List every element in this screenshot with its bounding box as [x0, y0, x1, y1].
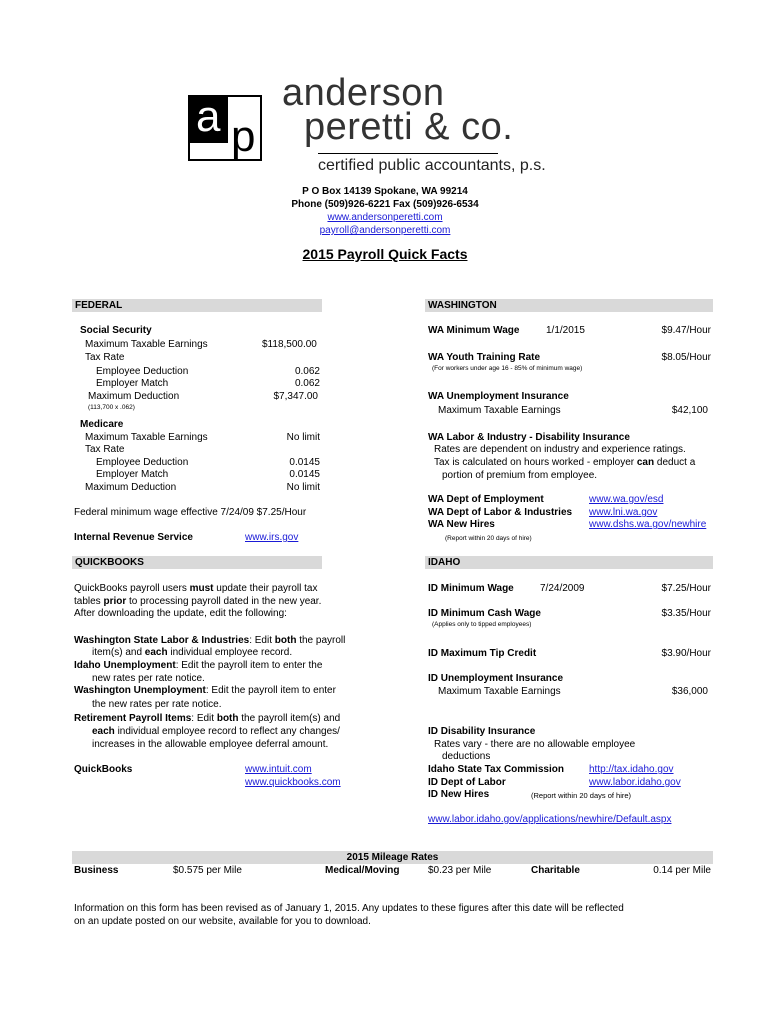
wa-li-line1: Rates are dependent on industry and experience ratings.: [434, 444, 686, 455]
mileage-business-value: $0.575 per Mile: [173, 865, 242, 876]
wa-lni-label: WA Dept of Labor & Industries: [428, 507, 573, 518]
wa-li-can: can: [636, 457, 655, 468]
qb-id-unemp-label: Idaho Unemployment: [74, 660, 176, 671]
washington-bar: [425, 299, 713, 312]
id-new-hires-note: (Report within 20 days of hire): [531, 791, 632, 800]
wa-new-hires-link[interactable]: www.dshs.wa.gov/newhire: [589, 519, 707, 530]
wa-li-disability-label: WA Labor & Industry - Disability Insurance: [428, 432, 630, 443]
id-cash-wage-note: (Applies only to tipped employees): [432, 621, 532, 628]
id-new-hires-label: ID New Hires: [428, 789, 490, 800]
qb-wa-unemp-line2: the new rates per rate notice.: [92, 699, 222, 710]
id-tip-credit-value: $3.90/Hour: [661, 648, 711, 659]
qb-wa-li-f: individual employee record.: [167, 647, 293, 658]
wa-unemp-max-value: $42,100: [671, 405, 708, 416]
ss-employer-match-value: 0.062: [294, 378, 320, 389]
ss-employee-deduction-label: Employee Deduction: [96, 366, 189, 377]
qb-wa-unemp-a: : Edit the payroll item to enter: [205, 685, 336, 696]
med-max-earnings-label: Maximum Taxable Earnings: [85, 432, 208, 443]
qb-ret-a: : Edit: [191, 713, 217, 724]
federal-heading: FEDERAL: [75, 300, 123, 311]
qb-wa-li-d: item(s) and: [92, 647, 145, 658]
mileage-medical-value: $0.23 per Mile: [428, 865, 492, 876]
idaho-bar: [425, 556, 713, 569]
wa-new-hires-note: (Report within 20 days of hire): [445, 535, 532, 542]
qb-wa-li-label: Washington State Labor & Industries: [74, 635, 250, 646]
wa-min-wage-date: 1/1/2015: [546, 325, 585, 336]
qb-p1-d: tables: [74, 596, 104, 607]
ss-max-earnings-label: Maximum Taxable Earnings: [85, 339, 208, 350]
wa-unemployment-label: WA Unemployment Insurance: [428, 391, 569, 402]
qb-id-unemp-line1: [74, 660, 322, 671]
qb-id-unemp-line2: new rates per rate notice.: [92, 673, 205, 684]
ss-employer-match-label: Employer Match: [96, 378, 169, 389]
qb-ret-e: individual employee record to reflect any changes/: [114, 726, 340, 737]
id-unemp-max-value: $36,000: [671, 686, 708, 697]
id-unemployment-label: ID Unemployment Insurance: [428, 673, 564, 684]
logo-name-line2: peretti & co.: [304, 106, 514, 148]
id-new-hires-link[interactable]: www.labor.idaho.gov/applications/newhire/Default.aspx: [428, 814, 672, 825]
id-cash-wage-value: $3.35/Hour: [661, 608, 711, 619]
qb-p1-a: QuickBooks payroll users: [74, 583, 190, 594]
id-disability-label: ID Disability Insurance: [428, 726, 536, 737]
qb-wa-li-each: each: [144, 647, 168, 658]
washington-heading: WASHINGTON: [428, 300, 497, 311]
med-employer-match-value: 0.0145: [289, 469, 320, 480]
qb-retirement-line1: [74, 713, 340, 724]
qb-wa-unemp-line1: [74, 685, 336, 696]
social-security-heading: Social Security: [80, 325, 152, 336]
ss-max-earnings-value: $118,500.00: [262, 339, 317, 350]
logo-letter-a: a: [196, 92, 221, 141]
mileage-charitable-label: Charitable: [531, 865, 580, 876]
wa-min-wage-value: $9.47/Hour: [661, 325, 711, 336]
wa-employment-link[interactable]: www.wa.gov/esd: [589, 494, 664, 505]
logo-name-line1: anderson: [282, 72, 445, 114]
email-link[interactable]: payroll@andersonperetti.com: [319, 225, 451, 236]
med-employee-deduction-value: 0.0145: [289, 457, 320, 468]
qb-wa-li-line1: [74, 635, 345, 646]
wa-li-line2: [434, 457, 695, 468]
intuit-link[interactable]: www.intuit.com: [245, 764, 312, 775]
id-unemp-max-label: Maximum Taxable Earnings: [438, 686, 561, 697]
med-employee-deduction-label: Employee Deduction: [96, 457, 189, 468]
qb-wa-li-both: both: [274, 635, 297, 646]
footer-line1: Information on this form has been revised as of January 1, 2015. Any updates to these figures after this date will be reflected: [74, 903, 624, 914]
id-disability-line2: deductions: [442, 751, 491, 762]
wa-youth-rate-value: $8.05/Hour: [661, 352, 711, 363]
mileage-heading: 2015 Mileage Rates: [346, 852, 439, 863]
id-tax-commission-link[interactable]: http://tax.idaho.gov: [589, 764, 674, 775]
mileage-medical-label: Medical/Moving: [325, 865, 400, 876]
irs-link[interactable]: www.irs.gov: [245, 532, 299, 543]
wa-lni-link[interactable]: www.lni.wa.gov: [589, 507, 658, 518]
wa-li-line2c: deduct a: [654, 457, 696, 468]
wa-unemp-max-label: Maximum Taxable Earnings: [438, 405, 561, 416]
wa-youth-rate-note: (For workers under age 16 - 85% of minimum wage): [432, 365, 583, 372]
id-cash-wage-label: ID Minimum Cash Wage: [428, 608, 541, 619]
qb-wa-li-a: : Edit: [249, 635, 275, 646]
id-min-wage-value: $7.25/Hour: [661, 583, 711, 594]
wa-youth-rate-label: WA Youth Training Rate: [428, 352, 541, 363]
wa-employment-label: WA Dept of Employment: [428, 494, 544, 505]
med-max-earnings-value: No limit: [286, 432, 320, 443]
quickbooks-heading: QUICKBOOKS: [75, 557, 144, 568]
irs-label: Internal Revenue Service: [74, 532, 193, 543]
qb-ret-both: both: [216, 713, 239, 724]
wa-min-wage-label: WA Minimum Wage: [428, 325, 520, 336]
qb-p1-c: update their payroll tax: [213, 583, 318, 594]
medicare-heading: Medicare: [80, 419, 124, 430]
med-tax-rate-label: Tax Rate: [85, 444, 125, 455]
quickbooks-label: QuickBooks: [74, 764, 133, 775]
qb-retirement-line2: [92, 726, 340, 737]
id-min-wage-date: 7/24/2009: [540, 583, 585, 594]
ss-max-deduction-note: (113,700 x .062): [88, 404, 135, 411]
quickbooks-bar: [72, 556, 322, 569]
federal-min-wage: Federal minimum wage effective 7/24/09 $7.25/Hour: [74, 507, 307, 518]
logo-divider: [318, 153, 498, 154]
id-tip-credit-label: ID Maximum Tip Credit: [428, 648, 537, 659]
ss-max-deduction-value: $7,347.00: [273, 391, 318, 402]
company-phone-fax: Phone (509)926-6221 Fax (509)926-6534: [291, 199, 479, 210]
qb-p1-prior: prior: [103, 596, 127, 607]
ss-tax-rate-label: Tax Rate: [85, 352, 125, 363]
qb-ret-label: Retirement Payroll Items: [74, 713, 192, 724]
qb-ret-each: each: [92, 726, 115, 737]
qb-p1-must: must: [189, 583, 214, 594]
med-employer-match-label: Employer Match: [96, 469, 169, 480]
quickbooks-link[interactable]: www.quickbooks.com: [245, 777, 341, 788]
ss-employee-deduction-value: 0.062: [294, 366, 320, 377]
wa-li-line2a: Tax is calculated on hours worked - employer: [434, 457, 637, 468]
id-min-wage-label: ID Minimum Wage: [428, 583, 514, 594]
page-title: 2015 Payroll Quick Facts: [302, 246, 468, 262]
qb-paragraph-line2: [74, 596, 321, 607]
qb-paragraph-line1: [74, 583, 317, 594]
wa-new-hires-label: WA New Hires: [428, 519, 495, 530]
mileage-charitable-value: 0.14 per Mile: [653, 865, 711, 876]
website-link[interactable]: www.andersonperetti.com: [327, 212, 443, 223]
mileage-bar: [72, 851, 713, 864]
qb-retirement-line3: increases in the allowable employee deferral amount.: [92, 739, 329, 750]
logo-letter-p: p: [231, 112, 256, 161]
company-address: P O Box 14139 Spokane, WA 99214: [302, 186, 468, 197]
qb-paragraph-line3: After downloading the update, edit the following:: [74, 608, 287, 619]
med-max-deduction-value: No limit: [286, 482, 320, 493]
qb-wa-li-line2: [92, 647, 292, 658]
federal-bar: [72, 299, 322, 312]
qb-ret-c: the payroll item(s) and: [238, 713, 341, 724]
mileage-business-label: Business: [74, 865, 119, 876]
id-disability-line1: Rates vary - there are no allowable employee: [434, 739, 636, 750]
idaho-heading: IDAHO: [428, 557, 461, 568]
id-labor-link[interactable]: www.labor.idaho.gov: [589, 777, 681, 788]
ss-max-deduction-label: Maximum Deduction: [88, 391, 180, 402]
id-tax-commission-label: Idaho State Tax Commission: [428, 764, 564, 775]
med-max-deduction-label: Maximum Deduction: [85, 482, 177, 493]
footer-line2: on an update posted on our website, available for you to download.: [74, 916, 371, 927]
wa-li-line3: portion of premium from employee.: [442, 470, 598, 481]
qb-id-unemp-a: : Edit the payroll item to enter the: [175, 660, 323, 671]
qb-p1-f: to processing payroll dated in the new year.: [126, 596, 322, 607]
logo-tagline: certified public accountants, p.s.: [318, 157, 546, 174]
qb-wa-unemp-label: Washington Unemployment: [74, 685, 206, 696]
qb-wa-li-c: the payroll: [296, 635, 346, 646]
id-labor-label: ID Dept of Labor: [428, 777, 506, 788]
